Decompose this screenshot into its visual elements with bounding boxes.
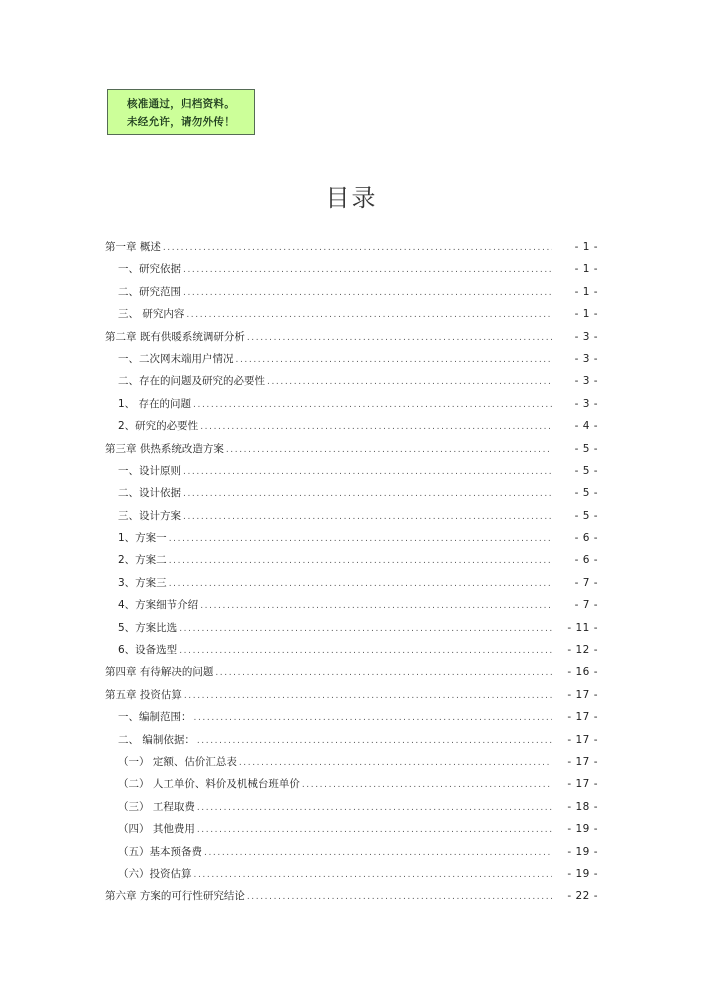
toc-entry-page: - 5 - [574,487,598,500]
toc-entry-page: - 5 - [574,442,598,455]
toc-leader-dots [239,752,552,774]
toc-entry-label: 3、方案三 [118,576,167,589]
toc-entry[interactable] [105,841,598,863]
toc-leader-dots [183,282,552,304]
toc-entry-page: - 19 - [567,845,598,858]
toc-leader-dots [302,774,552,796]
toc-entry-page: - 1 - [574,308,598,321]
toc-entry-label: 第三章 供热系统改造方案 [105,442,224,455]
toc-entry[interactable] [105,393,598,415]
page-title: 目录 [325,184,378,212]
toc-entry-page: - 17 - [567,755,598,768]
toc-entry-label: 二、设计依据 [118,487,181,500]
toc-entry-page: - 22 - [567,890,598,903]
stamp-line-2: 未经允许，请勿外传！ [127,116,235,128]
toc-entry-label: 第六章 方案的可行性研究结论 [105,890,245,903]
toc-entry-label: 1、方案一 [118,532,167,545]
toc-entry[interactable] [105,617,598,639]
toc-entry[interactable] [105,549,598,571]
toc-entry-page: - 4 - [574,420,598,433]
toc-leader-dots [197,730,552,752]
toc-leader-dots [197,797,552,819]
toc-entry-page: - 3 - [574,352,598,365]
toc-leader-dots [204,842,552,864]
toc-leader-dots [179,618,552,640]
toc-entry-label: 4、方案细节介绍 [118,599,199,612]
toc-entry-page: - 6 - [574,554,598,567]
toc-entry-page: - 7 - [574,599,598,612]
stamp-line-1: 核准通过，归档资料。 [127,98,235,110]
toc-entry[interactable] [105,482,598,504]
toc-entry-label: 1、 存在的问题 [118,397,192,410]
toc-entry-label: 6、设备选型 [118,644,178,657]
toc-leader-dots [193,394,552,416]
toc-leader-dots [183,506,552,528]
toc-entry-label: 三、设计方案 [118,509,181,522]
toc-entry-label: 一、研究依据 [118,263,181,276]
toc-entry[interactable] [105,796,598,818]
toc-leader-dots [267,371,552,393]
toc-entry-page: - 12 - [567,644,598,657]
toc-entry[interactable] [105,729,598,751]
toc-entry-label: 一、二次网末端用户情况 [118,352,234,365]
toc-entry-label: 二、 编制依据： [118,733,195,746]
toc-entry[interactable] [105,281,598,303]
toc-entry-page: - 19 - [567,823,598,836]
toc-leader-dots [179,640,552,662]
toc-entry-page: - 17 - [567,778,598,791]
toc-entry-page: - 1 - [574,285,598,298]
toc-leader-dots [236,349,553,371]
toc-entry-label: （五）基本预备费 [118,845,202,858]
toc-entry-page: - 3 - [574,397,598,410]
toc-entry-page: - 7 - [574,576,598,589]
toc-leader-dots [226,439,552,461]
toc-entry[interactable] [105,706,598,728]
toc-entry[interactable] [105,661,598,683]
toc-leader-dots [247,327,552,349]
table-of-contents [105,236,598,908]
toc-entry[interactable] [105,303,598,325]
toc-entry-page: - 1 - [574,263,598,276]
toc-entry[interactable] [105,572,598,594]
toc-entry-page: - 1 - [574,241,598,253]
toc-entry[interactable] [105,639,598,661]
toc-entry-label: 第五章 投资估算 [105,688,182,701]
approval-stamp [107,89,255,135]
toc-entry[interactable] [105,258,598,280]
toc-leader-dots [169,528,552,550]
toc-entry-page: - 6 - [574,532,598,545]
toc-leader-dots [169,573,552,595]
toc-entry-page: - 17 - [567,711,598,724]
toc-entry-label: （三） 工程取费 [118,800,195,813]
toc-entry-label: 2、方案二 [118,554,167,567]
toc-entry[interactable] [105,415,598,437]
toc-leader-dots [183,461,552,483]
toc-entry-label: （二） 人工单价、料价及机械台班单价 [118,778,300,791]
toc-entry-page: - 5 - [574,464,598,477]
toc-entry-label: 三、 研究内容 [118,308,185,321]
toc-leader-dots [183,483,552,505]
toc-entry-label: 二、研究范围 [118,285,181,298]
toc-entry[interactable] [105,505,598,527]
toc-entry-label: 一、编制范围： [118,711,192,724]
toc-entry[interactable] [105,326,598,348]
toc-leader-dots [200,416,552,438]
toc-leader-dots [200,595,552,617]
toc-entry[interactable] [105,460,598,482]
toc-entry[interactable] [105,527,598,549]
toc-leader-dots [163,237,552,259]
toc-leader-dots [186,304,552,326]
toc-leader-dots [184,685,552,707]
toc-entry[interactable] [105,773,598,795]
toc-entry-page: - 11 - [567,621,598,634]
toc-entry-label: 第四章 有待解决的问题 [105,666,214,679]
toc-entry[interactable] [105,370,598,392]
toc-entry[interactable] [105,438,598,460]
toc-entry[interactable] [105,885,598,907]
toc-entry-page: - 17 - [567,688,598,701]
toc-entry-page: - 3 - [574,330,598,343]
toc-entry[interactable] [105,751,598,773]
toc-leader-dots [169,550,552,572]
toc-entry-label: 5、方案比选 [118,621,178,634]
toc-entry[interactable] [105,818,598,840]
toc-entry-label: （四） 其他费用 [118,823,195,836]
toc-entry-page: - 18 - [567,800,598,813]
toc-leader-dots [215,662,552,684]
toc-entry-label: 第二章 既有供暖系统调研分析 [105,330,245,343]
toc-entry-label: 2、研究的必要性 [118,420,199,433]
toc-entry[interactable] [105,594,598,616]
toc-entry[interactable] [105,863,598,885]
toc-entry[interactable] [105,236,598,258]
toc-entry-label: （六）投资估算 [118,867,192,880]
toc-leader-dots [194,707,553,729]
toc-leader-dots [194,864,553,886]
toc-leader-dots [247,886,552,908]
toc-leader-dots [183,259,552,281]
toc-entry-label: （一） 定额、估价汇总表 [118,755,237,768]
toc-entry-label: 二、存在的问题及研究的必要性 [118,375,265,388]
toc-entry-page: - 3 - [574,375,598,388]
toc-entry[interactable] [105,348,598,370]
toc-entry[interactable] [105,684,598,706]
toc-entry-page: - 16 - [567,666,598,679]
toc-entry-page: - 19 - [567,867,598,880]
toc-entry-page: - 17 - [567,733,598,746]
toc-entry-label: 一、设计原则 [118,464,181,477]
toc-leader-dots [197,819,552,841]
toc-entry-label: 第一章 概述 [105,241,161,253]
toc-entry-page: - 5 - [574,509,598,522]
